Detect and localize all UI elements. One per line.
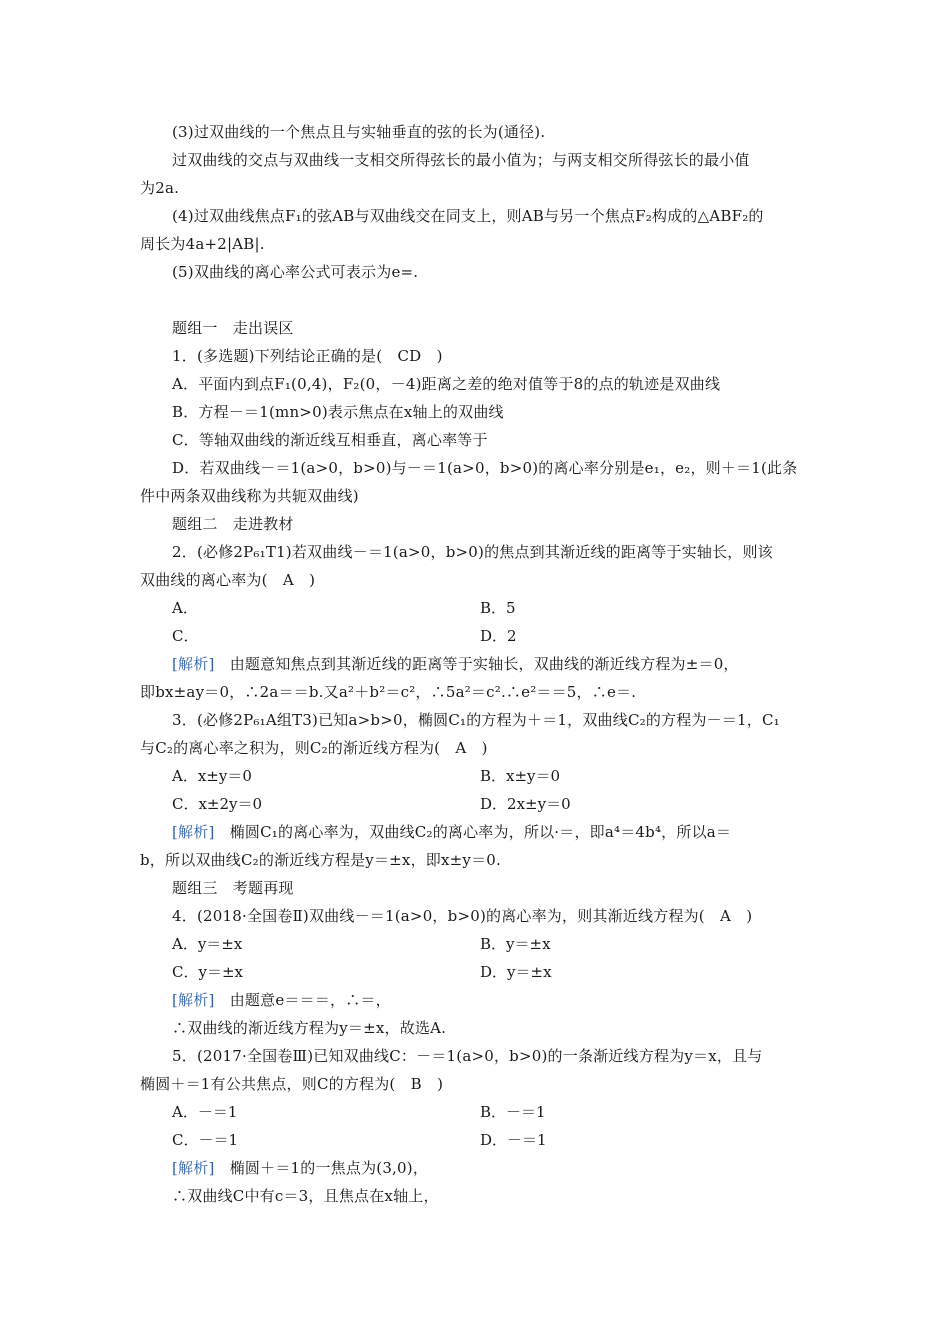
option-c: C．x±2y＝0 [172,795,263,813]
question-4: 4．(2018·全国卷Ⅱ)双曲线－＝1(a>0，b>0)的离心率为，则其渐近线方程为( A ) [172,907,753,925]
question-5-cont: 椭圆＋＝1有公共焦点，则C的方程为( B ) [140,1075,444,1093]
solution-line: ∴双曲线C中有c＝3，且焦点在x轴上， [172,1187,439,1205]
option-a: A． [172,599,198,617]
question-3: 3．(必修2P₆₁A组T3)已知a>b>0，椭圆C₁的方程为＋＝1，双曲线C₂的方程为－＝1，C₁ [172,711,780,729]
text-line: (4)过双曲线焦点F₁的弦AB与双曲线交在同支上，则AB与另一个焦点F₂构成的△ABF₂的 [172,207,764,225]
option-d: D．2 [480,627,517,645]
solution-text: 由题意e＝＝＝，∴＝， [229,991,391,1009]
section-heading: 题组二 走进教材 [172,515,294,533]
option-a: A．平面内到点F₁(0,4)，F₂(0，－4)距离之差的绝对值等于8的点的轨迹是双曲线 [172,375,721,393]
option-b: B．－＝1 [480,1103,546,1121]
option-b: B．x±y＝0 [480,767,561,785]
solution-tag: [解析] [172,823,215,841]
solution-line: 即bx±ay＝0，∴2a＝＝b.又a²＋b²＝c²，∴5a²＝c².∴e²＝＝5，∴e＝. [140,683,637,701]
question-2-cont: 双曲线的离心率为( A ) [140,571,316,589]
solution-line: ∴双曲线的渐近线方程为y＝±x，故选A. [172,1019,447,1037]
option-a: A．－＝1 [172,1103,238,1121]
option-d: D．若双曲线－＝1(a>0，b>0)与－＝1(a>0，b>0)的离心率分别是e₁，e₂，则＋＝1(此条 [172,459,798,477]
question-5: 5．(2017·全国卷Ⅲ)已知双曲线C：－＝1(a>0，b>0)的一条渐近线方程为y＝x，且与 [172,1047,763,1065]
solution-text: 由题意知焦点到其渐近线的距离等于实轴长，双曲线的渐近线方程为±＝0， [229,655,739,673]
option-c: C．－＝1 [172,1131,239,1149]
option-d: D．2x±y＝0 [480,795,571,813]
solution-tag: [解析] [172,655,215,673]
text-line: 为2a. [140,179,180,197]
solution-line [172,654,739,674]
option-d: D．－＝1 [480,1131,547,1149]
text-line: 过双曲线的交点与双曲线一支相交所得弦长的最小值为；与两支相交所得弦长的最小值 [172,151,750,169]
solution-line [172,822,731,842]
option-d-cont: 件中两条双曲线称为共轭双曲线) [140,487,359,505]
option-a: A．x±y＝0 [172,767,252,785]
section-heading: 题组一 走出误区 [172,319,294,337]
text-line: 周长为4a+2|AB|. [140,235,265,253]
section-heading: 题组三 考题再现 [172,879,294,897]
text-line: (3)过双曲线的一个焦点且与实轴垂直的弦的长为(通径). [172,123,546,141]
solution-text: 椭圆C₁的离心率为，双曲线C₂的离心率为，所以·＝，即a⁴＝4b⁴，所以a＝ [229,823,732,841]
question-2: 2．(必修2P₆₁T1)若双曲线－＝1(a>0，b>0)的焦点到其渐近线的距离等于实轴长，则该 [172,543,773,561]
option-d: D．y＝±x [480,963,552,981]
question-3-cont: 与C₂的离心率之积为，则C₂的渐近线方程为( A ) [140,739,488,757]
solution-tag: [解析] [172,1159,215,1177]
solution-line: b，所以双曲线C₂的渐近线方程是y＝±x，即x±y＝0. [140,851,502,869]
option-b: B．5 [480,599,516,617]
option-c: C． [172,627,199,645]
solution-line [172,1158,428,1178]
option-a: A．y＝±x [172,935,243,953]
solution-tag: [解析] [172,991,215,1009]
option-b: B．方程－＝1(mn>0)表示焦点在x轴上的双曲线 [172,403,504,421]
option-b: B．y＝±x [480,935,551,953]
option-c: C．等轴双曲线的渐近线互相垂直，离心率等于 [172,431,488,449]
solution-line [172,990,391,1010]
text-line: (5)双曲线的离心率公式可表示为e=. [172,263,419,281]
question-1: 1．(多选题)下列结论正确的是( CD ) [172,347,443,365]
option-c: C．y＝±x [172,963,243,981]
solution-text: 椭圆＋＝1的一焦点为(3,0)， [229,1159,429,1177]
